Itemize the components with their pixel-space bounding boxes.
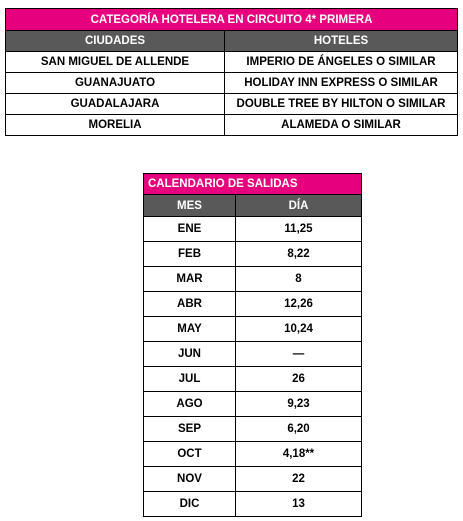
month-cell: JUL [144, 367, 236, 392]
hotel-category-title: CATEGORÍA HOTELERA EN CIRCUITO 4* PRIMERA [6, 9, 458, 31]
departure-calendar-banner-row [144, 174, 362, 195]
month-cell: DIC [144, 492, 236, 517]
table-row [6, 73, 458, 94]
column-header-day: DÍA [236, 195, 362, 217]
day-cell: 11,25 [236, 217, 362, 242]
month-cell: SEP [144, 417, 236, 442]
departure-table-header-row [144, 195, 362, 217]
table-row [144, 292, 362, 317]
table-row [144, 342, 362, 367]
table-row [6, 94, 458, 115]
table-row [144, 442, 362, 467]
table-row [6, 115, 458, 136]
day-cell: 8,22 [236, 242, 362, 267]
city-cell: MORELIA [6, 115, 225, 136]
table-row [144, 467, 362, 492]
departure-calendar-title: CALENDARIO DE SALIDAS [144, 174, 362, 195]
day-cell: 10,24 [236, 317, 362, 342]
day-cell: — [236, 342, 362, 367]
hotel-table-header-row [6, 31, 458, 52]
hotel-cell: IMPERIO DE ÁNGELES O SIMILAR [225, 52, 458, 73]
month-cell: ABR [144, 292, 236, 317]
column-header-month: MES [144, 195, 236, 217]
hotel-cell: ALAMEDA O SIMILAR [225, 115, 458, 136]
day-cell: 4,18** [236, 442, 362, 467]
table-row [144, 367, 362, 392]
hotel-cell: HOLIDAY INN EXPRESS O SIMILAR [225, 73, 458, 94]
day-cell: 8 [236, 267, 362, 292]
column-header-hotels: HOTELES [225, 31, 458, 52]
day-cell: 22 [236, 467, 362, 492]
day-cell: 6,20 [236, 417, 362, 442]
day-cell: 9,23 [236, 392, 362, 417]
table-row [144, 392, 362, 417]
month-cell: OCT [144, 442, 236, 467]
table-row [144, 267, 362, 292]
city-cell: GUADALAJARA [6, 94, 225, 115]
month-cell: NOV [144, 467, 236, 492]
table-row [144, 242, 362, 267]
table-row [144, 417, 362, 442]
departure-calendar-table [143, 173, 362, 517]
table-row [144, 217, 362, 242]
month-cell: FEB [144, 242, 236, 267]
month-cell: ENE [144, 217, 236, 242]
city-cell: GUANAJUATO [6, 73, 225, 94]
month-cell: MAR [144, 267, 236, 292]
month-cell: AGO [144, 392, 236, 417]
table-row [144, 492, 362, 517]
city-cell: SAN MIGUEL DE ALLENDE [6, 52, 225, 73]
hotel-category-table [5, 8, 458, 136]
table-row [144, 317, 362, 342]
month-cell: MAY [144, 317, 236, 342]
day-cell: 12,26 [236, 292, 362, 317]
table-row [6, 52, 458, 73]
month-cell: JUN [144, 342, 236, 367]
day-cell: 13 [236, 492, 362, 517]
column-header-cities: CIUDADES [6, 31, 225, 52]
hotel-cell: DOUBLE TREE BY HILTON O SIMILAR [225, 94, 458, 115]
day-cell: 26 [236, 367, 362, 392]
hotel-category-banner-row [6, 9, 458, 31]
